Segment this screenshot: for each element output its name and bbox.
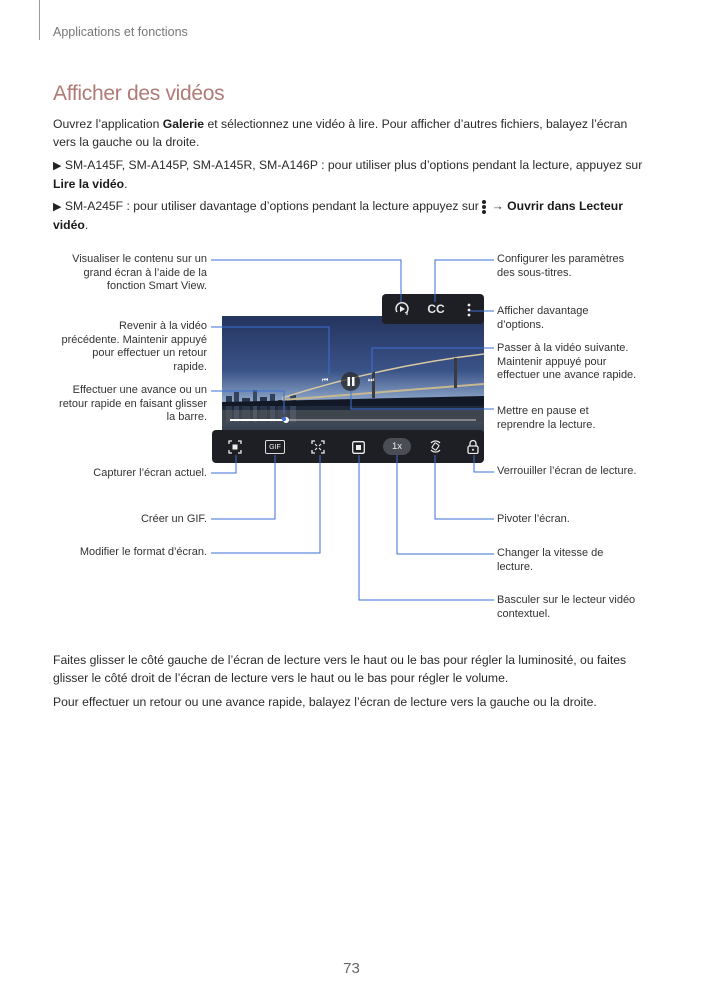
- aspect-ratio-icon[interactable]: [310, 439, 326, 455]
- period: .: [124, 176, 128, 191]
- callout-next: Passer à la vidéo suivante. Maintenir appuyé pour effectuer une avance rapide.: [497, 342, 637, 381]
- model-note-text: : pour utiliser davantage d’options pendant la lecture appuyez sur: [123, 199, 483, 213]
- seek-bar-progress: [230, 419, 286, 421]
- subtitles-button[interactable]: CC: [427, 302, 445, 316]
- gallery-app-name: Galerie: [162, 117, 205, 131]
- footer-paragraph-seek: Pour effectuer un retour ou une avance rapide, balayez l’écran de lecture vers la gauche ou la droite.: [53, 695, 597, 709]
- seek-bar-handle[interactable]: [283, 417, 289, 423]
- more-options-icon[interactable]: [466, 302, 472, 317]
- callout-lock: Verrouiller l’écran de lecture.: [497, 465, 637, 477]
- callout-previous: Revenir à la vidéo précédente. Maintenir appuyé pour effectuer un retour rapide.: [61, 320, 207, 373]
- callout-more-options: Afficher davantage d’options.: [497, 305, 589, 331]
- model-note-a145: [53, 157, 653, 193]
- intro-paragraph: [53, 116, 653, 151]
- seek-bar[interactable]: [230, 419, 476, 421]
- section-header: Applications et fonctions: [53, 25, 188, 39]
- callout-gif: Créer un GIF.: [140, 513, 207, 525]
- playback-speed-button[interactable]: 1x: [383, 438, 411, 455]
- intro-text: Ouvrez l’application: [53, 117, 163, 131]
- intro-text-end: et sélectionnez une vidéo à lire. Pour afficher d’autres fichiers, balayez l’écran vers la gauche ou la droite.: [53, 117, 628, 149]
- gif-button[interactable]: GIF: [265, 440, 285, 454]
- header-rule: [39, 0, 40, 40]
- callout-speed: Changer la vitesse de lecture.: [497, 547, 604, 573]
- top-control-bar: [382, 294, 484, 324]
- next-icon[interactable]: ⏭: [368, 377, 375, 384]
- play-video-option: Lire la vidéo: [53, 176, 125, 191]
- callout-rotate: Pivoter l’écran.: [497, 513, 570, 525]
- popup-player-icon[interactable]: [350, 439, 366, 455]
- callout-aspect-ratio: Modifier le format d’écran.: [79, 546, 207, 558]
- play-arrow-icon: ▶: [53, 201, 62, 213]
- capture-icon[interactable]: [227, 439, 243, 455]
- lock-icon[interactable]: [466, 438, 480, 454]
- model-list: SM-A245F: [64, 199, 124, 213]
- rotate-icon[interactable]: [427, 438, 443, 454]
- callout-pause: Mettre en pause et reprendre la lecture.: [497, 405, 596, 431]
- model-note-text: : pour utiliser plus d’options pendant la lecture, appuyez sur: [317, 158, 643, 172]
- model-list: SM-A145F, SM-A145P, SM-A145R, SM-A146P: [64, 158, 318, 172]
- model-note-a245: [53, 198, 653, 234]
- callout-popup-player: Basculer sur le lecteur vidéo contextuel.: [497, 594, 636, 620]
- pause-button[interactable]: [341, 372, 360, 391]
- arrow-text: →: [488, 199, 508, 213]
- pause-icon: [347, 377, 355, 386]
- callout-subtitles: Configurer les paramètres des sous-titres.: [497, 253, 625, 279]
- smart-view-icon[interactable]: [394, 301, 410, 317]
- period: .: [84, 217, 89, 232]
- previous-icon[interactable]: ⏮: [322, 377, 329, 384]
- callout-seek-bar: Effectuer une avance ou un retour rapide en faisant glisser la barre.: [59, 384, 207, 423]
- open-in-video-player-option: Ouvrir dans Lecteur vidéo: [53, 199, 623, 232]
- page-number: 73: [343, 960, 360, 977]
- play-arrow-icon: ▶: [53, 160, 62, 172]
- page-title: Afficher des vidéos: [53, 82, 225, 105]
- callout-smart-view: Visualiser le contenu sur un grand écran à l’aide de la fonction Smart View.: [72, 253, 207, 292]
- bottom-control-bar: [212, 430, 484, 463]
- footer-paragraph-brightness: Faites glisser le côté gauche de l’écran de lecture vers le haut ou le bas pour régler la luminosité, ou faites glisser le côté droit de l’écran de lecture vers le haut ou le bas pour régler le volume.: [53, 653, 627, 685]
- callout-capture: Capturer l’écran actuel.: [93, 467, 207, 479]
